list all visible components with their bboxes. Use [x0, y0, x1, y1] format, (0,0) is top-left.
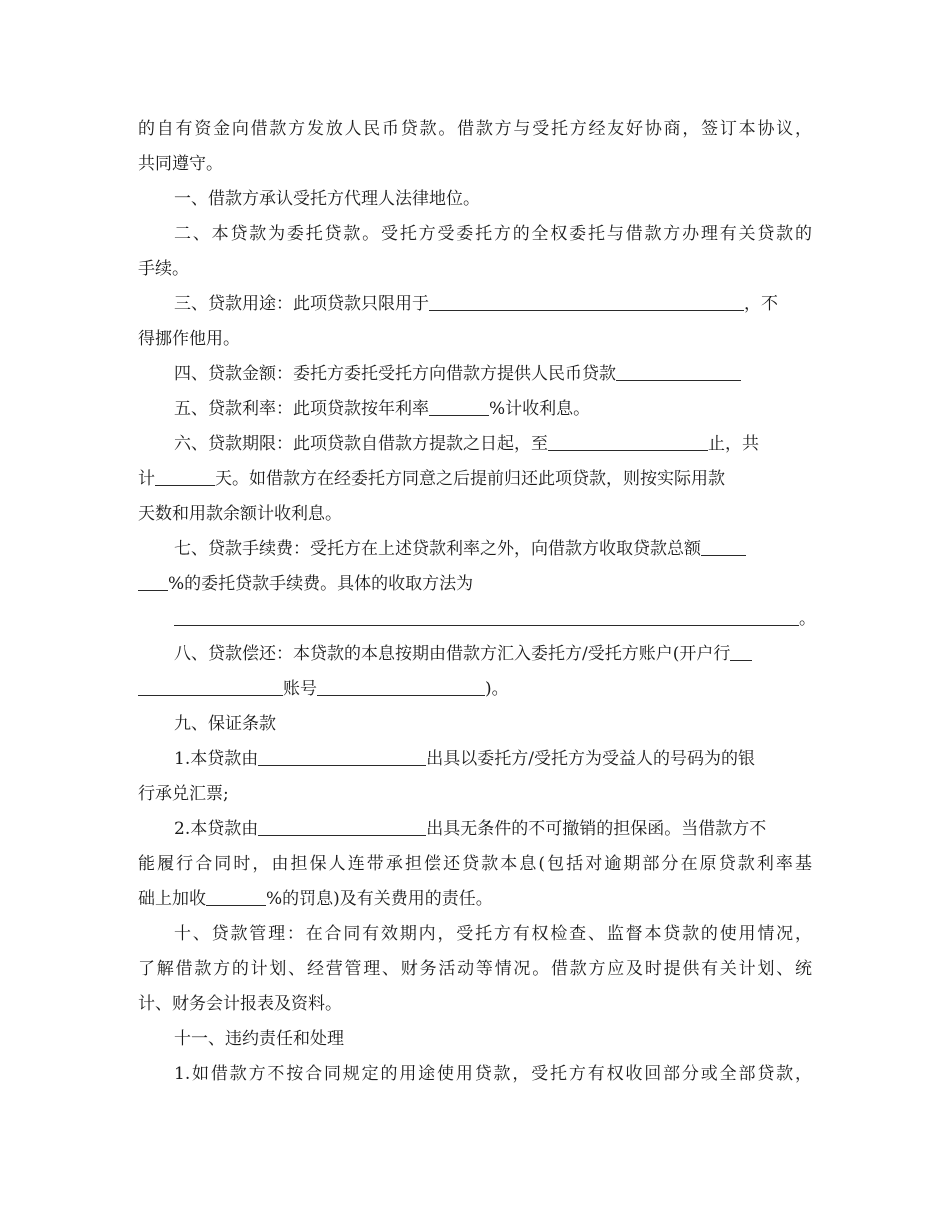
loan-amount-blank[interactable]	[616, 360, 741, 381]
interest-rate-blank[interactable]	[429, 395, 489, 416]
clause-11-title: 十一、违约责任和处理	[174, 1029, 344, 1049]
clause-4	[138, 357, 812, 392]
clause-6-cont-head: 计	[138, 469, 155, 489]
clause-7-method	[138, 602, 816, 637]
loan-days-blank[interactable]	[155, 465, 215, 486]
clause-3-text: 三、贷款用途：此项贷款只限用于	[174, 294, 429, 314]
clause-9-2-cont2-text: %的罚息)及有关费用的责任。	[266, 889, 493, 909]
acceptance-bank-blank[interactable]	[258, 745, 426, 766]
clause-6-cont-text: 天。如借款方在经委托方同意之后提前归还此项贷款，则按实际用款	[215, 469, 725, 489]
bank-name-blank-part1[interactable]	[730, 640, 752, 661]
clause-9-2-cont: 能履行合同时，由担保人连带承担偿还贷款本息(包括对逾期部分在原贷款利率基	[138, 854, 812, 874]
clause-9-2-cont2-head: 础上加收	[138, 889, 206, 909]
account-number-blank[interactable]	[317, 675, 485, 696]
loan-end-date-blank[interactable]	[548, 430, 708, 451]
clause-9-2-text: 出具无条件的不可撤销的担保函。当借款方不	[426, 819, 767, 839]
clause-3-cont: 得挪作他用。	[138, 329, 240, 349]
guarantor-blank[interactable]	[258, 815, 426, 836]
contract-page	[138, 112, 816, 1092]
clause-6-cont	[138, 462, 812, 497]
clause-7-cont-text: %的委托贷款手续费。具体的收取方法为	[168, 574, 474, 594]
clause-10-cont2: 计、财务会计报表及资料。	[138, 994, 342, 1014]
clause-8-cont	[138, 672, 812, 707]
clause-8	[138, 637, 812, 672]
clause-7-method-tail: 。	[799, 609, 816, 629]
penalty-rate-blank[interactable]	[206, 885, 266, 906]
fee-rate-blank-part2[interactable]	[138, 570, 168, 591]
clause-9-1-text: 出具以委托方/受托方为受益人的号码为的银	[426, 749, 755, 769]
fee-rate-blank-part1[interactable]	[701, 535, 746, 556]
account-label: 账号	[283, 679, 317, 699]
clause-6-tail: 止，共	[708, 434, 759, 454]
clause-10-cont: 了解借款方的计划、经营管理、财务活动等情况。借款方应及时提供有关计划、统	[138, 959, 812, 979]
clause-9-2-cont2	[138, 882, 812, 917]
clause-3	[138, 287, 812, 322]
clause-1: 一、借款方承认受托方代理人法律地位。	[174, 189, 480, 209]
clause-8-tail: )。	[485, 679, 509, 699]
clause-9-title: 九、保证条款	[174, 714, 276, 734]
clause-9-1-head: 1.本贷款由	[174, 749, 259, 769]
clause-9-1-cont: 行承兑汇票;	[138, 784, 229, 804]
clause-3-tail: ，不	[744, 294, 778, 314]
loan-purpose-blank[interactable]	[429, 290, 744, 311]
clause-11-1: 1.如借款方不按合同规定的用途使用贷款，受托方有权收回部分或全部贷款，	[174, 1064, 812, 1084]
clause-4-text: 四、贷款金额：委托方委托受托方向借款方提供人民币贷款	[174, 364, 616, 384]
clause-10: 十、贷款管理：在合同有效期内，受托方有权检查、监督本贷款的使用情况，	[174, 924, 812, 944]
clause-6-text: 六、贷款期限：此项贷款自借款方提款之日起，至	[174, 434, 548, 454]
clause-9-1	[138, 742, 812, 777]
clause-7	[138, 532, 812, 567]
clause-9-2-head: 2.本贷款由	[174, 819, 259, 839]
clause-6-cont2: 天数和用款余额计收利息。	[138, 504, 342, 524]
clause-6	[138, 427, 812, 462]
paragraph-line: 的自有资金向借款方发放人民币贷款。借款方与受托方经友好协商，签订本协议，	[138, 119, 812, 139]
clause-2: 二、本贷款为委托贷款。受托方受委托方的全权委托与借款方办理有关贷款的	[174, 224, 812, 244]
clause-2-cont: 手续。	[138, 259, 189, 279]
clause-5	[138, 392, 812, 427]
clause-5-tail: %计收利息。	[489, 399, 591, 419]
clause-7-cont	[138, 567, 812, 602]
fee-method-blank[interactable]	[174, 605, 799, 626]
clause-5-text: 五、贷款利率：此项贷款按年利率	[174, 399, 429, 419]
clause-7-text: 七、贷款手续费：受托方在上述贷款利率之外，向借款方收取贷款总额	[174, 539, 701, 559]
clause-9-2	[138, 812, 812, 847]
clause-8-text: 八、贷款偿还：本贷款的本息按期由借款方汇入委托方/受托方账户(开户行	[174, 644, 731, 664]
bank-name-blank-part2[interactable]	[138, 675, 283, 696]
paragraph-line: 共同遵守。	[138, 154, 223, 174]
